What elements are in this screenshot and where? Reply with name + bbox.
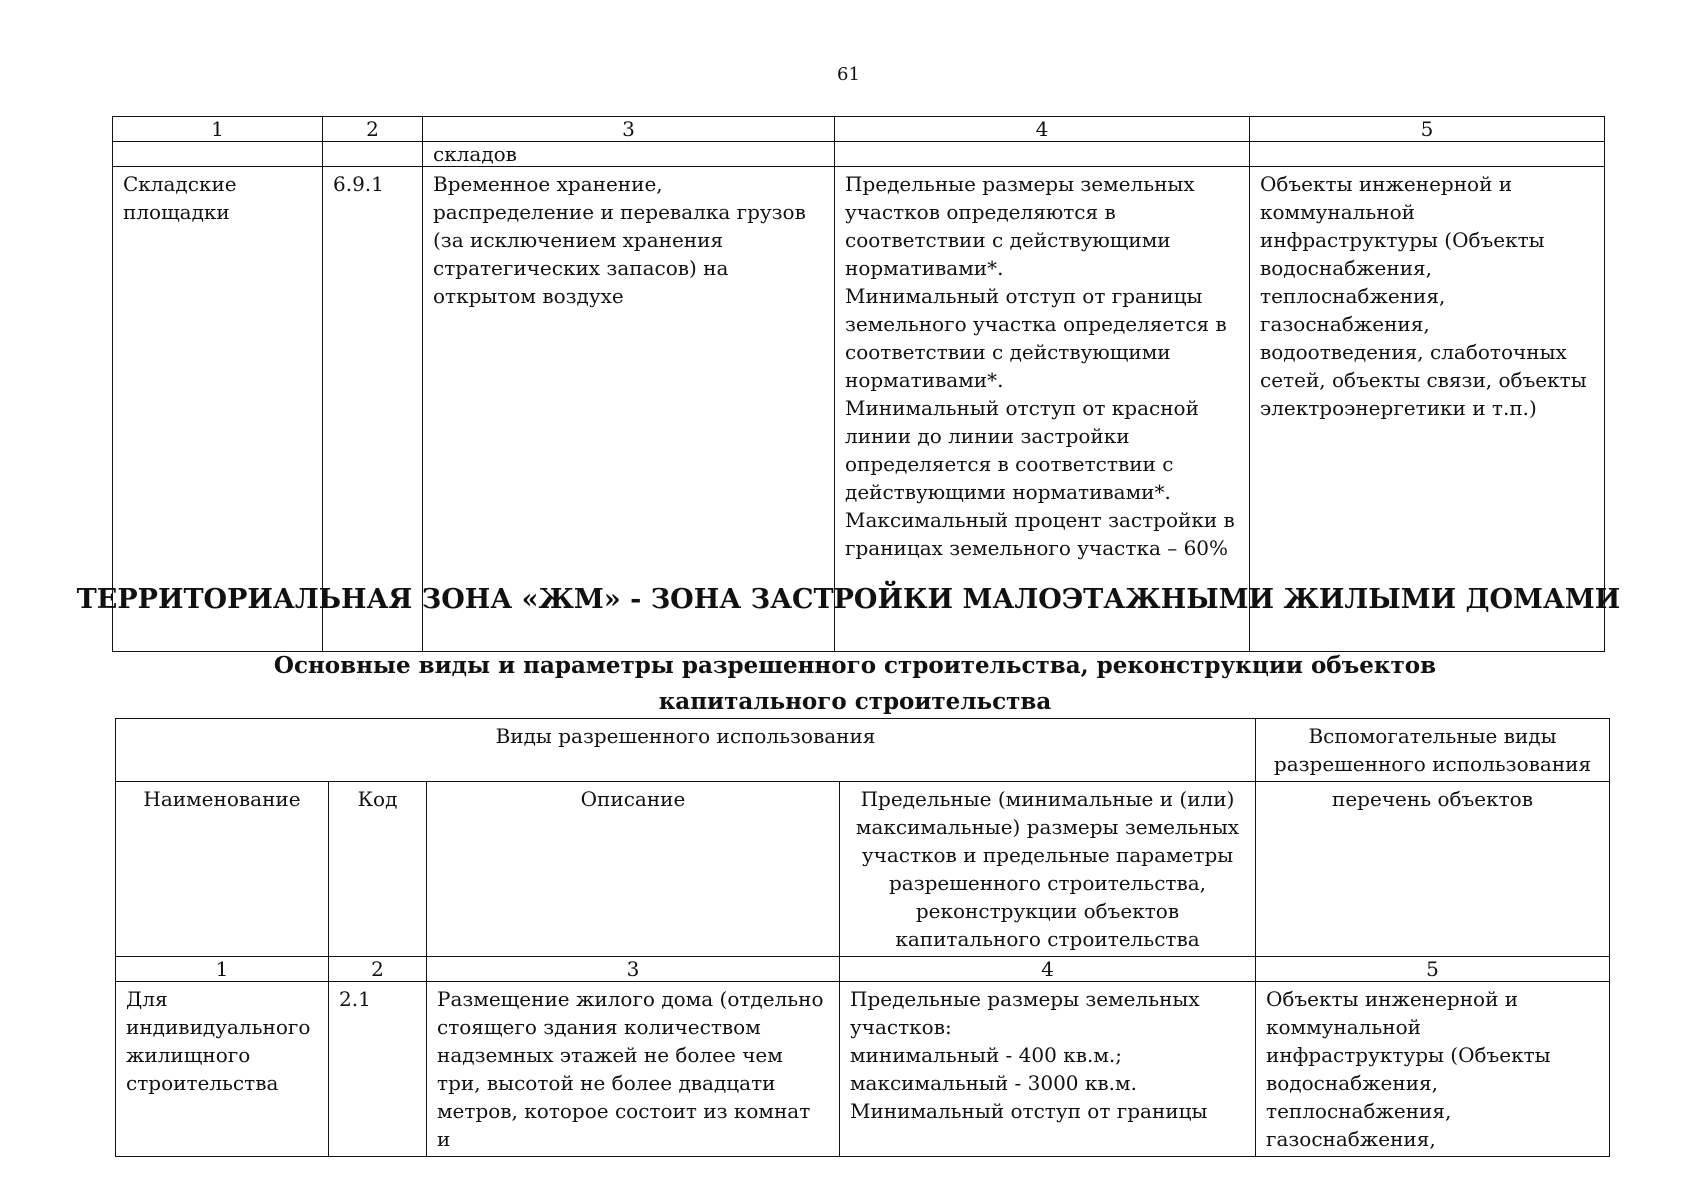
parameter-line: Минимальный отступ от границы [850, 1099, 1208, 1123]
table-cell: складов [423, 142, 835, 167]
parameter-line: Предельные размеры земельных участков: [850, 987, 1200, 1039]
auxiliary-uses-header: Вспомогательные виды разрешенного использования [1256, 719, 1610, 782]
section-title: Основные виды и параметры разрешенного строительства, реконструкции объектов капитального строительства [273, 652, 1437, 715]
parameter-line: Предельные размеры земельных участков определяются в соответствии с действующими нормативами*. [845, 172, 1195, 280]
column-number-row [116, 957, 1610, 982]
permitted-uses-header: Виды разрешенного использования [116, 719, 1256, 782]
zone-title: ТЕРРИТОРИАЛЬНАЯ ЗОНА «ЖМ» - ЗОНА ЗАСТРОЙКИ МАЛОЭТАЖНЫМИ ЖИЛЫМИ ДОМАМИ [76, 584, 1621, 615]
column-number: 3 [423, 117, 835, 142]
use-description-cell: Временное хранение, распределение и перевалка грузов (за исключением хранения стратегических запасов) на открытом воздухе [423, 167, 835, 652]
use-code-cell: 6.9.1 [323, 167, 423, 652]
use-description-cell: Размещение жилого дома (отдельно стоящего здания количеством надземных этажей не более чем три, высотой не более двадцати метров, которое состоит из комнат и [427, 982, 840, 1157]
use-parameters-cell [840, 982, 1256, 1157]
name-column-header: Наименование [116, 782, 329, 957]
column-number: 5 [1250, 117, 1605, 142]
parameter-line: Минимальный отступ от красной линии до линии застройки определяется в соответствии с действующими нормативами*. [845, 396, 1199, 504]
column-number: 1 [113, 117, 323, 142]
table-row [116, 982, 1610, 1157]
page-number: 61 [837, 64, 860, 85]
parameter-line: Минимальный отступ от границы земельного участка определяется в соответствии с действующими нормативами*. [845, 284, 1227, 392]
use-code-cell: 2.1 [329, 982, 427, 1157]
column-number: 5 [1256, 957, 1610, 982]
use-name-cell: Складские площадки [113, 167, 323, 652]
column-number: 4 [840, 957, 1256, 982]
column-number-row [113, 117, 1605, 142]
table-cell [1250, 142, 1605, 167]
parameter-line: Максимальный процент застройки в границах земельного участка – 60% [845, 508, 1235, 560]
continuation-row [113, 142, 1605, 167]
parameter-line: максимальный - 3000 кв.м. [850, 1071, 1137, 1095]
table-cell [113, 142, 323, 167]
table-cell [835, 142, 1250, 167]
column-number: 2 [329, 957, 427, 982]
column-number: 2 [323, 117, 423, 142]
table-subheader-row [116, 782, 1610, 957]
aux-list-column-header: перечень объектов [1256, 782, 1610, 957]
permitted-use-table [115, 718, 1610, 1157]
description-column-header: Описание [427, 782, 840, 957]
use-parameters-cell [835, 167, 1250, 652]
permitted-use-table-continued [112, 116, 1605, 652]
auxiliary-uses-cell: Объекты инженерной и коммунальной инфраструктуры (Объекты водоснабжения, теплоснабжения, газоснабжения, водоотведения, слаботочных сетей, объекты связи, объекты электроэнергетики и т.п.) [1250, 167, 1605, 652]
table-row [113, 167, 1605, 652]
table-cell [323, 142, 423, 167]
code-column-header: Код [329, 782, 427, 957]
table-header-row [116, 719, 1610, 782]
parameters-column-header: Предельные (минимальные и (или) максимальные) размеры земельных участков и предельные параметры разрешенного строительства, реконструкции объектов капитального строительства [840, 782, 1256, 957]
column-number: 4 [835, 117, 1250, 142]
use-name-cell: Для индивидуального жилищного строительства [116, 982, 329, 1157]
column-number: 1 [116, 957, 329, 982]
parameter-line: минимальный - 400 кв.м.; [850, 1043, 1122, 1067]
auxiliary-uses-cell: Объекты инженерной и коммунальной инфраструктуры (Объекты водоснабжения, теплоснабжения, газоснабжения, [1256, 982, 1610, 1157]
column-number: 3 [427, 957, 840, 982]
